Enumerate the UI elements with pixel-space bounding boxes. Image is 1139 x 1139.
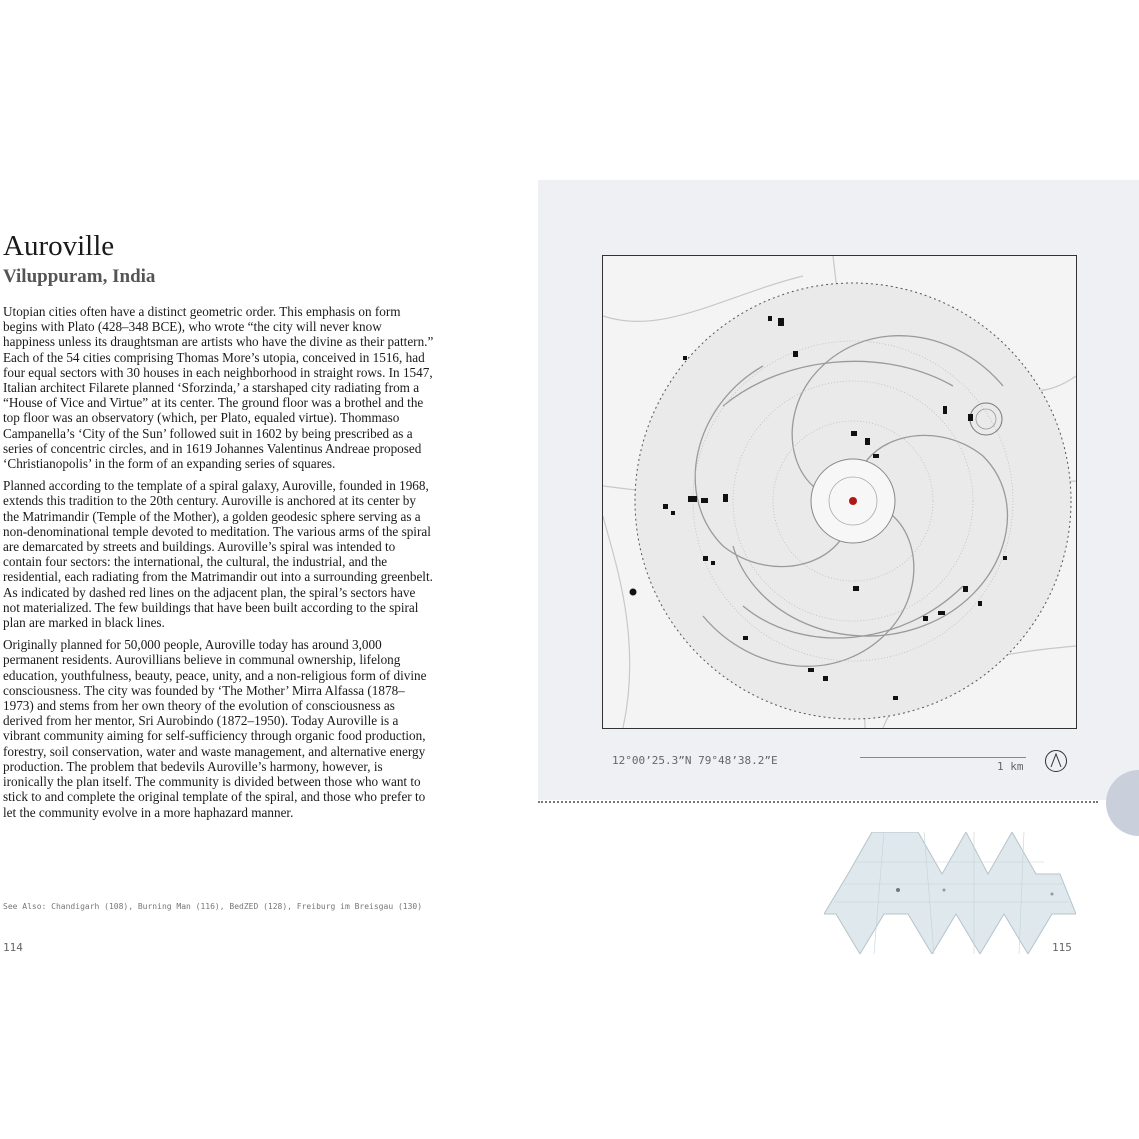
north-arrow-icon	[1044, 749, 1068, 773]
map-coordinates: 12°00’25.3”N 79°48’38.2”E	[612, 754, 778, 767]
scale-label: 1 km	[997, 760, 1024, 773]
page-title: Auroville	[3, 230, 115, 262]
see-also: See Also: Chandigarh (108), Burning Man (116), BedZED (128), Freiburg im Breisgau (130)	[3, 902, 423, 911]
locator-globe-map	[824, 832, 1076, 954]
page-subtitle: Viluppuram, India	[3, 266, 156, 287]
scale-bar	[860, 757, 1026, 758]
page-number-right: 115	[1052, 941, 1072, 954]
dotted-divider	[538, 801, 1098, 803]
page-number-left: 114	[3, 941, 23, 954]
paragraph-2: Planned according to the template of a spiral galaxy, Auroville, founded in 1968, extends this tradition to the 20th century. Auroville is anchored at its center by the Matrimandir (Temple of the Mother), a golden geodesic sphere serving as a non-denominational temple devoted to meditation. The various arms of the spiral are demarcated by streets and buildings. Auroville’s spiral was intended to contain four sectors: the international, the cultural, the industrial, and the residential, each radiating from the Matrimandir out into a surrounding greenbelt. As indicated by dashed red lines on the adjacent plan, the spiral’s sectors have not materialized. The few buildings that have been built according to the spiral plan are marked in black lines.	[3, 478, 433, 631]
paragraph-3: Originally planned for 50,000 people, Auroville today has around 3,000 permanent residents. Aurovillians believe in communal ownership, lifelong education, youthfulness, beauty, peace, unity, and a non-religious form of divine consciousness. The city was founded by ‘The Mother’ Mirra Alfassa (1878–1973) and stems from her own theory of the evolution of consciousness as derived from her mentor, Sri Aurobindo (1872–1950). Today Auroville is a vibrant community aiming for self-sufficiency through organic food production, forestry, soil conservation, water and waste management, and alternative energy production. The problem that bedevils Auroville’s harmony, however, is ironically the plan itself. The community is divided between those who want to stick to and complete the original template of the spiral, and those who prefer to let the community evolve in a more haphazard manner.	[3, 637, 427, 820]
map-drawing	[603, 256, 1076, 728]
city-plan-map	[602, 255, 1077, 729]
matrimandir-marker	[849, 497, 857, 505]
paragraph-1: Utopian cities often have a distinct geometric order. This emphasis on form begins with Plato (428–348 BCE), who wrote “the city will never know happiness unless its draughtsman are artists who have the divine as their pattern.” Each of the 54 cities comprising Thomas More’s utopia, conceived in 1516, had four equal sectors with 30 houses in each neighborhood in straight rows. In 1547, Italian architect Filarete planned ‘Sforzinda,’ a starshaped city radiating from a “House of Vice and Virtue” at its center. The ground floor was a brothel and the top floor was an observatory (which, per Plato, equaled virtue). Thommaso Campanella’s ‘City of the Sun’ followed suit in 1602 by being prescribed as a series of concentric circles, and in 1619 Johannes Valentinus Andreae proposed ‘Christianopolis’ in the form of an expanding series of squares.	[3, 304, 434, 472]
body-text	[3, 304, 435, 827]
